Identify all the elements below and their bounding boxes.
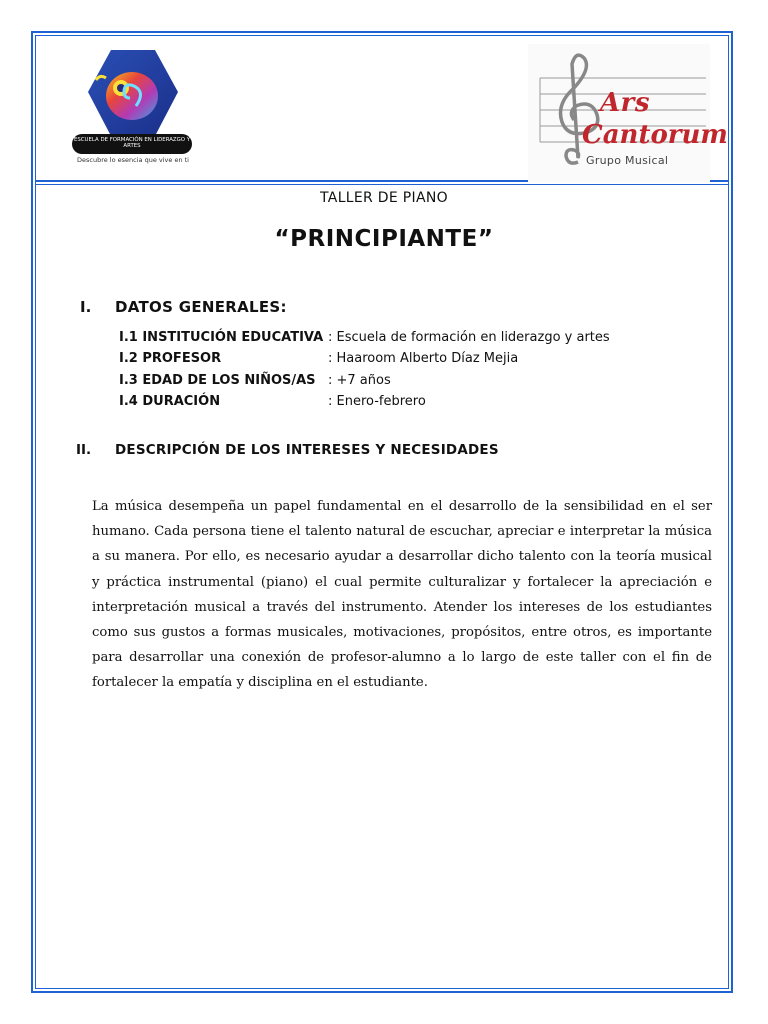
info-value: : Escuela de formación en liderazgo y artes (328, 330, 610, 345)
info-label: I.4 DURACIÓN (119, 394, 221, 409)
school-logo-tagline: Descubre lo esencia que vive en ti (76, 156, 189, 164)
section-1-number: I. (80, 298, 92, 316)
ars-cantorum-logo (528, 44, 728, 182)
info-label: I.2 PROFESOR (119, 351, 222, 366)
logo-text-cantorum: Cantorum (582, 120, 728, 150)
level-title: “PRINCIPIANTE” (274, 226, 494, 252)
info-value: : Enero-febrero (328, 394, 426, 409)
info-value: : +7 años (328, 373, 391, 388)
logo-text-grupo-musical: Grupo Musical (586, 154, 669, 167)
info-label: I.3 EDAD DE LOS NIÑOS/AS (119, 373, 316, 388)
school-logo (66, 48, 200, 166)
school-logo-banner: ESCUELA DE FORMACIÓN EN LIDERAZGO Y ARTES (72, 134, 192, 154)
header-divider-thin (36, 184, 728, 185)
section-1-title: DATOS GENERALES: (115, 298, 287, 316)
description-paragraph: La música desempeña un papel fundamental en el desarrollo de la sensibilidad en el ser humano. Cada persona tiene el talento natural de escuchar, apreciar e interpretar la música a su manera. Por ello, es necesario ayudar a desarrollar dicho talento con la teoría musical y práctica instrumental (piano) el cual permite culturalizar y fortalecer la apreciación e interpretación musical a través del instrumento. Atender los intereses de los estudiantes como sus gustos a formas musicales, motivaciones, propósitos, entre otros, es importante para desarrollar una conexión de profesor-alumno a lo largo de este taller con el fin de fortalecer la empatía y disciplina en el estudiante. (92, 499, 712, 691)
logo-text-ars: Ars (600, 88, 651, 118)
section-2-title: DESCRIPCIÓN DE LOS INTERESES Y NECESIDADES (115, 442, 499, 458)
section-2-number: II. (76, 442, 92, 458)
info-value: : Haaroom Alberto Díaz Mejia (328, 351, 519, 366)
workshop-title: TALLER DE PIANO (320, 190, 448, 206)
info-label: I.1 INSTITUCIÓN EDUCATIVA (119, 330, 324, 345)
